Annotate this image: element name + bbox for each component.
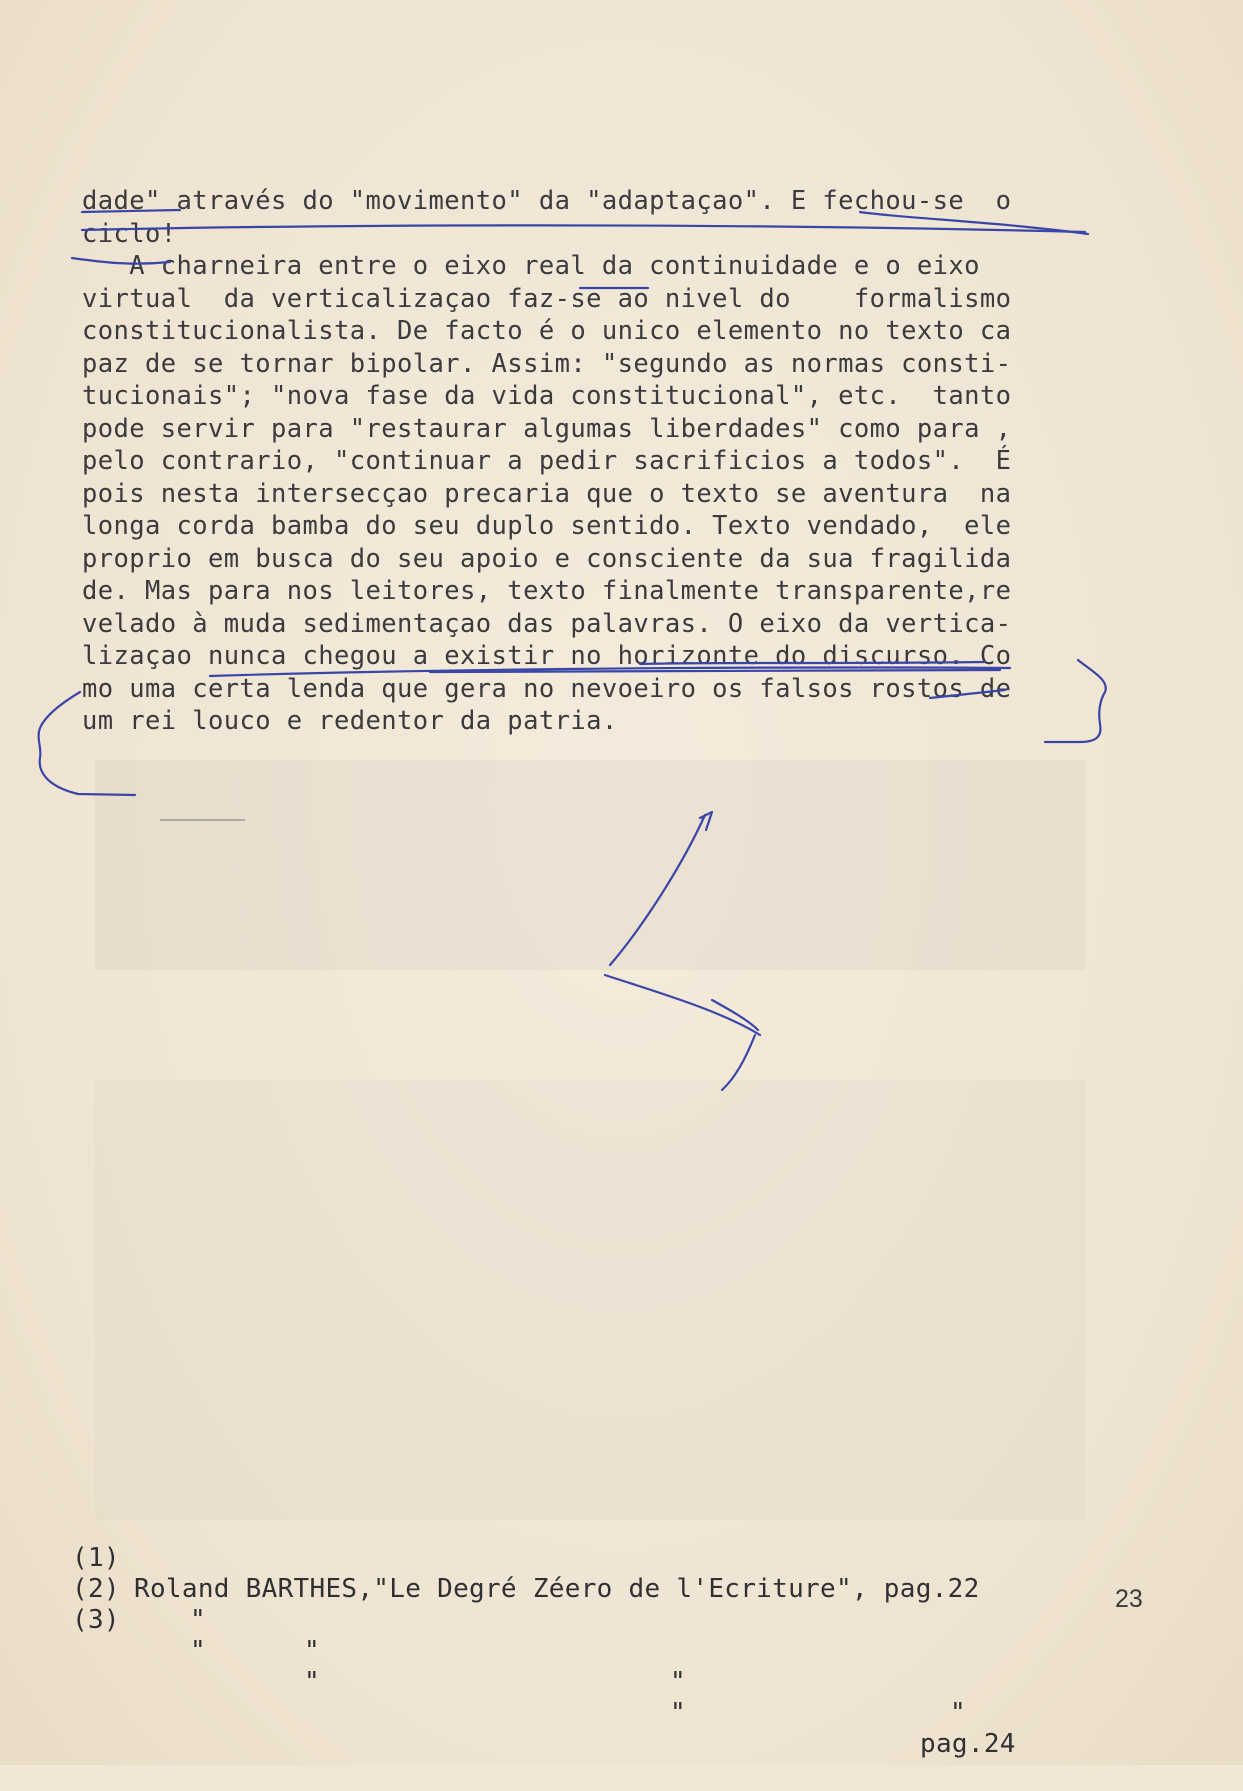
text-line: virtual da verticalizaçao faz-se ao nivel do formalismo [82, 283, 1012, 314]
text-line: pois nesta intersecçao precaria que o texto se aventura na [82, 478, 1012, 509]
footnote-page: pag.24 [920, 1729, 1016, 1759]
footnote-text: Roland BARTHES,"Le Degré Zéero de l'Ecriture", pag.22 [134, 1574, 980, 1604]
text-line: dade" através do "movimento" da "adaptaçao". E fechou-se o [82, 186, 1012, 216]
arrow-stroke [712, 1000, 758, 1030]
text-line: longa corda bamba do seu duplo sentido. Texto vendado, ele [82, 511, 1012, 541]
ditto-mark: " [304, 1636, 320, 1666]
footnote-number: (3) [72, 1605, 120, 1635]
ditto-mark: " [190, 1636, 206, 1666]
typed-body-text [82, 185, 1072, 738]
ditto-mark: " [950, 1698, 966, 1728]
ditto-mark: " [670, 1698, 686, 1728]
text-line: A charneira entre o eixo real da continuidade e o eixo [82, 251, 980, 281]
text-line: velado à muda sedimentaçao das palavras. O eixo da vertica- [82, 608, 1012, 639]
text-line: pode servir para "restaurar algumas liberdades" como para , [82, 413, 1012, 444]
footnote-1 [72, 1512, 1032, 1604]
footnote-3 [72, 1574, 1032, 1759]
ditto-mark: " [670, 1667, 686, 1697]
text-line: paz de se tornar bipolar. Assim: "segundo as normas consti- [82, 348, 1012, 379]
text-line: lizaçao nunca chegou a existir no horizonte do discurso. Co [82, 641, 1012, 671]
text-line: tucionais"; "nova fase da vida constitucional", etc. tanto [82, 381, 1012, 411]
text-line: ciclo! [82, 218, 177, 249]
text-line: um rei louco e redentor da patria. [82, 706, 618, 736]
show-through-shadow [95, 760, 1085, 970]
footnote-number: (2) [72, 1574, 120, 1604]
text-line: mo uma certa lenda que gera no nevoeiro os falsos rostos de [82, 673, 1012, 704]
ditto-mark: " [190, 1605, 206, 1635]
ditto-mark: " [304, 1667, 320, 1697]
text-line: de. Mas para nos leitores, texto finalmente transparente,re [82, 576, 1012, 606]
text-line: pelo contrario, "continuar a pedir sacrificios a todos". É [82, 446, 1012, 476]
text-line: constitucionalista. De facto é o unico elemento no texto ca [82, 316, 1012, 346]
text-line: proprio em busca do seu apoio e consciente da sua fragilida [82, 543, 1012, 574]
arrow-stroke [605, 975, 760, 1035]
page-number: 23 [1115, 1585, 1143, 1613]
show-through-shadow-lower [95, 1080, 1085, 1520]
footnote-number: (1) [72, 1543, 120, 1573]
footnotes [72, 1512, 1032, 1759]
